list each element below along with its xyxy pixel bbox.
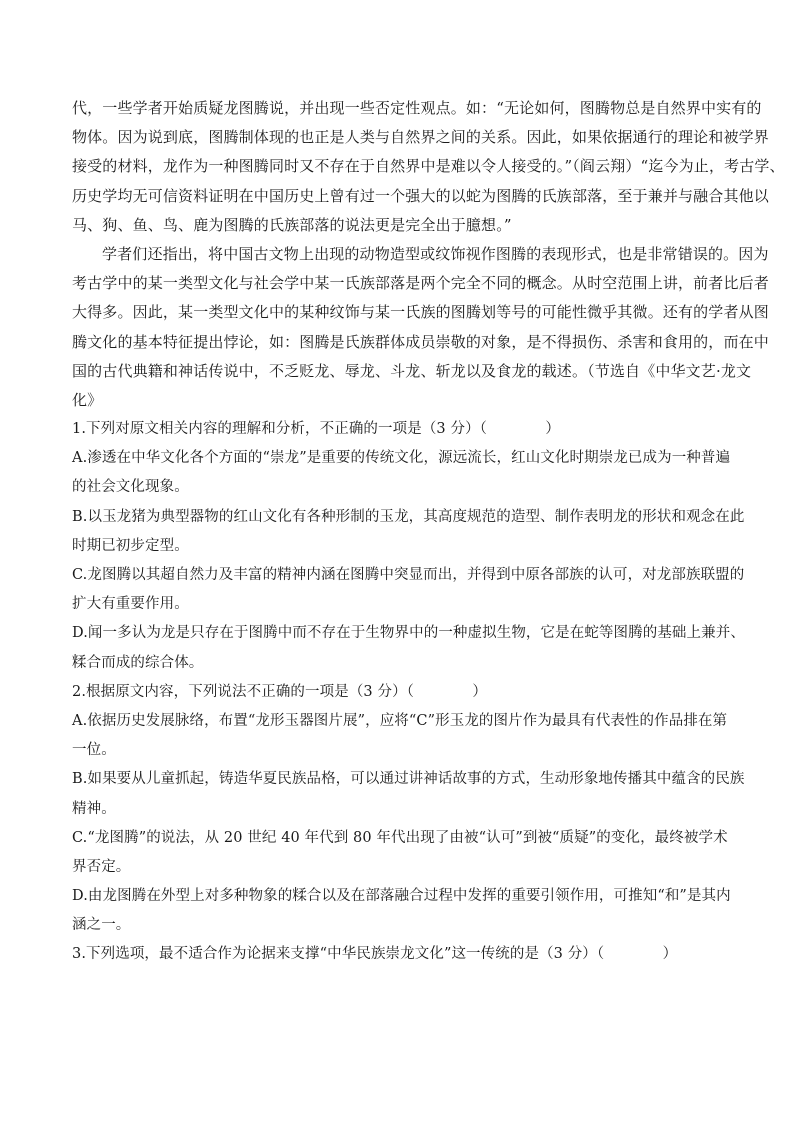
- question-2-option-a: A.依据历史发展脉络，布置“龙形玉器图片展”，应将“C”形玉龙的图片作为最具有代表性的作品排在第: [72, 712, 728, 729]
- question-2-option-d-cont: 涵之一。: [72, 917, 131, 934]
- question-2-option-b-cont: 精神。: [72, 800, 116, 817]
- passage-line: 学者们还指出，将中国古文物上出现的动物造型或纹饰视作图腾的表现形式，也是非常错误的。因为: [102, 244, 769, 263]
- question-2-option-b: B.如果要从儿童抓起，铸造华夏民族品格，可以通过讲神话故事的方式，生动形象地传播其中蕴含的民族: [72, 771, 745, 788]
- question-2-option-d: D.由龙图腾在外型上对多种物象的糅合以及在部落融合过程中发挥的重要引领作用，可推知“和”是其内: [72, 888, 731, 905]
- passage-line: 考古学中的某一类型文化与社会学中某一氏族部落是两个完全不同的概念。从时空范围上讲，前者比后者: [72, 274, 769, 293]
- question-2-option-a-cont: 一位。: [72, 742, 116, 759]
- question-1-option-b-cont: 时期已初步定型。: [72, 537, 189, 554]
- question-1-option-c: C.龙图腾以其超自然力及丰富的精神内涵在图腾中突显而出，并得到中原各部族的认可，对龙部族联盟的: [72, 567, 745, 583]
- passage-line: 腾文化的基本特征提出悖论，如：图腾是氏族群体成员崇敬的对象，是不得损伤、杀害和食用的，而在中: [72, 332, 769, 351]
- question-1-option-a-cont: 的社会文化现象。: [72, 479, 189, 496]
- question-2-option-c: C.“龙图腾”的说法，从 20 世纪 40 年代到 80 年代出现了由被“认可”到被“质疑”的变化，最终被学术: [72, 829, 728, 846]
- passage-line: 历史学均无可信资料证明在中国历史上曾有过一个强大的以蛇为图腾的氏族部落，至于兼并与融合其他以: [72, 186, 769, 205]
- question-1-stem: 1.下列对原文相关内容的理解和分析，不正确的一项是（3 分）（ ）: [72, 421, 561, 438]
- passage-line: 化》: [72, 390, 103, 409]
- passage-line: 代，一些学者开始质疑龙图腾说，并出现一些否定性观点。如：“无论如何，图腾物总是自然界中实有的: [72, 99, 762, 117]
- question-1-option-a: A.渗透在中华文化各个方面的“崇龙”是重要的传统文化，源远流长，红山文化时期崇龙已成为一种普遍: [72, 450, 731, 467]
- question-1-option-c-cont: 扩大有重要作用。: [72, 596, 189, 613]
- passage-line: 国的古代典籍和神话传说中，不乏贬龙、辱龙、斗龙、斩龙以及食龙的载述。（节选自《中华文艺·龙文: [72, 361, 752, 380]
- question-1-option-d: D.闻一多认为龙是只存在于图腾中而不存在于生物界中的一种虚拟生物，它是在蛇等图腾的基础上兼并、: [72, 625, 745, 642]
- passage-line: 大得多。因此，某一类型文化中的某种纹饰与某一氏族的图腾划等号的可能性微乎其微。还有的学者从图: [72, 303, 769, 322]
- document-page: [72, 94, 785, 970]
- question-1-option-d-cont: 糅合而成的综合体。: [72, 654, 204, 671]
- question-2-stem: 2.根据原文内容，下列说法不正确的一项是（3 分）（ ）: [72, 683, 488, 700]
- passage-line: 马、狗、鱼、鸟、鹿为图腾的氏族部落的说法更是完全出于臆想。”: [72, 215, 512, 234]
- question-3-stem: 3.下列选项，最不适合作为论据来支撑“中华民族崇龙文化”这一传统的是（3 分）（ ）: [72, 946, 678, 963]
- question-2-option-c-cont: 界否定。: [72, 858, 131, 875]
- question-1-option-b: B.以玉龙猪为典型器物的红山文化有各种形制的玉龙，其高度规范的造型、制作表明龙的形状和观念在此: [72, 508, 745, 525]
- passage-line: 物体。因为说到底，图腾制体现的也正是人类与自然界之间的关系。因此，如果依据通行的理论和被学界: [72, 128, 769, 147]
- passage-line: 接受的材料，龙作为一种图腾同时又不存在于自然界中是难以令人接受的。”（阎云翔）“迄今为止，考古学、: [72, 157, 785, 176]
